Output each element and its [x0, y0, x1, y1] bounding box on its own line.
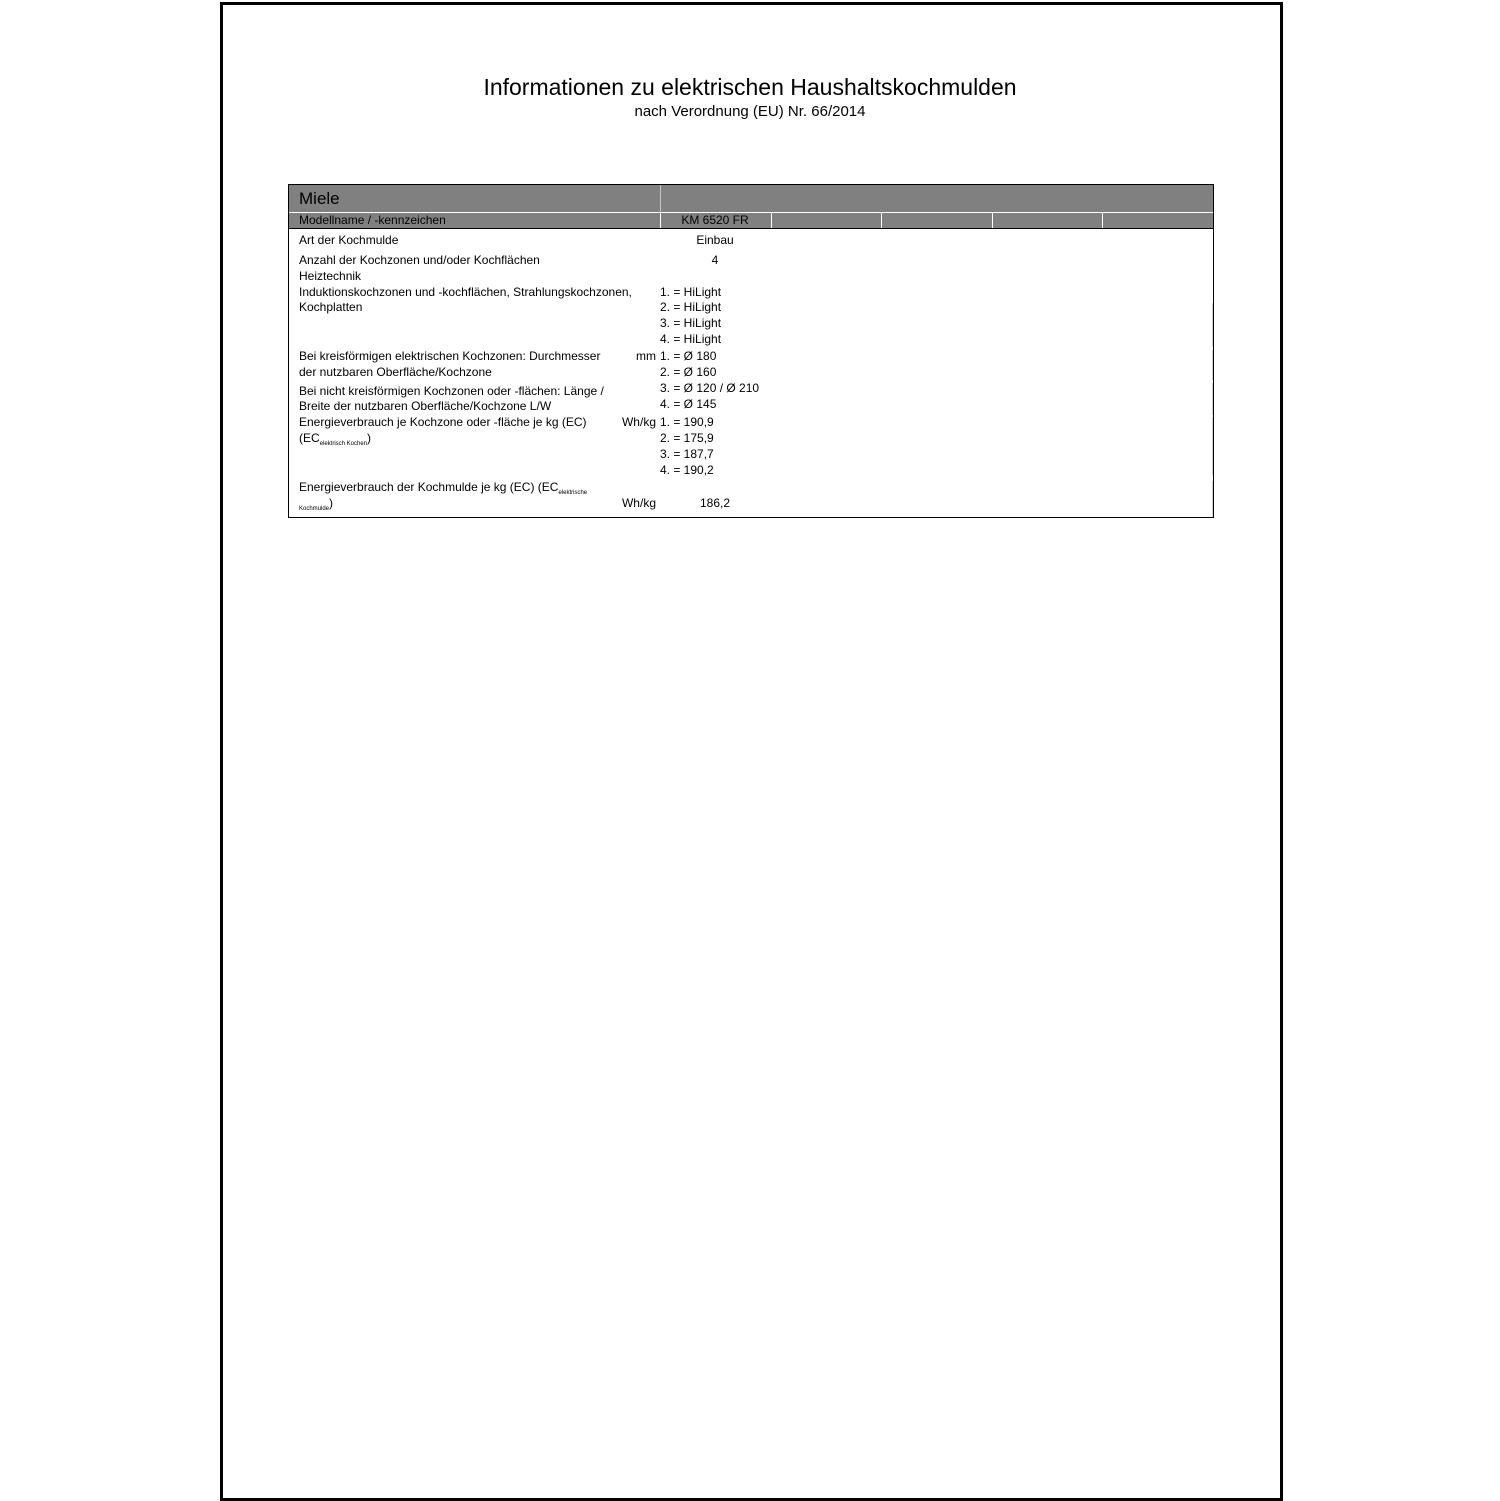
ec-zone-value: 3. = 187,7 — [660, 447, 714, 461]
ec-zone-value: 4. = 190,2 — [660, 463, 714, 477]
model-value: KM 6520 FR — [681, 213, 749, 227]
size-unit: mm — [636, 349, 656, 363]
heating-value: 1. = HiLight — [660, 285, 722, 299]
type-value: Einbau — [696, 233, 734, 247]
heating-value: 2. = HiLight — [660, 300, 722, 314]
page-title: Informationen zu elektrischen Haushaltskochmulden — [483, 74, 1017, 100]
nonround-label-1: Bei nicht kreisförmigen Kochzonen oder -flächen: Länge / — [299, 384, 604, 398]
ec-zone-unit: Wh/kg — [621, 415, 656, 429]
product-info-table — [288, 184, 1214, 518]
nonround-label-2: Breite der nutzbaren Oberfläche/Kochzone L/W — [299, 399, 552, 413]
gridline-ec-hob — [1212, 481, 1213, 517]
heating-label-2: Induktionskochzonen und -kochflächen, Strahlungskochzonen, — [299, 285, 632, 299]
brand-row-divider — [660, 185, 661, 212]
ec-zone-value: 1. = 190,9 — [660, 415, 714, 429]
model-row — [289, 213, 1213, 229]
zones-value: 4 — [711, 253, 719, 267]
heating-label-3: Kochplatten — [299, 300, 363, 314]
ec-zone-label-2: $(EC_{elektrisch Kochen})$ — [299, 431, 372, 447]
ec-hob-label-2: $_{Kochmulde}$) — [299, 496, 334, 512]
ec-hob-label-1: Energieverbrauch der Kochmulde je kg (EC) ($EC_{elektrische}$ — [299, 480, 588, 496]
model-col-divider-2 — [771, 213, 772, 228]
size-value: 3. = Ø 120 / Ø 210 — [660, 381, 760, 395]
heating-value: 3. = HiLight — [660, 316, 722, 330]
gridline-size-2 — [1212, 383, 1213, 415]
type-label: Art der Kochmulde — [299, 233, 399, 247]
gridline-heating — [1212, 303, 1213, 347]
model-col-divider-3 — [881, 213, 882, 228]
round-label-2: der nutzbaren Oberfläche/Kochzone — [299, 365, 492, 379]
model-label: Modellname / -kennzeichen — [299, 213, 446, 227]
page-subtitle: nach Verordnung (EU) Nr. 66/2014 — [634, 103, 866, 120]
model-col-divider-5 — [1102, 213, 1103, 228]
ec-hob-unit: Wh/kg — [621, 496, 656, 510]
model-col-divider-1 — [660, 213, 661, 228]
brand-row — [289, 185, 1213, 213]
size-value: 1. = Ø 180 — [660, 349, 717, 363]
gridline-size — [1212, 350, 1213, 380]
gridline-ec — [1212, 417, 1213, 475]
heating-value: 4. = HiLight — [660, 332, 722, 346]
size-value: 2. = Ø 160 — [660, 365, 717, 379]
brand-name: Miele — [299, 189, 340, 208]
zones-label: Anzahl der Kochzonen und/oder Kochflächen — [299, 253, 540, 267]
ec-zone-label-1: Energieverbrauch je Kochzone oder -fläche je kg (EC) — [299, 415, 587, 429]
round-label-1: Bei kreisförmigen elektrischen Kochzonen: Durchmesser — [299, 349, 601, 363]
ec-hob-value: 186,2 — [699, 496, 731, 510]
heating-label-1: Heiztechnik — [299, 269, 362, 283]
model-col-divider-4 — [992, 213, 993, 228]
ec-zone-value: 2. = 175,9 — [660, 431, 714, 445]
size-value: 4. = Ø 145 — [660, 397, 717, 411]
